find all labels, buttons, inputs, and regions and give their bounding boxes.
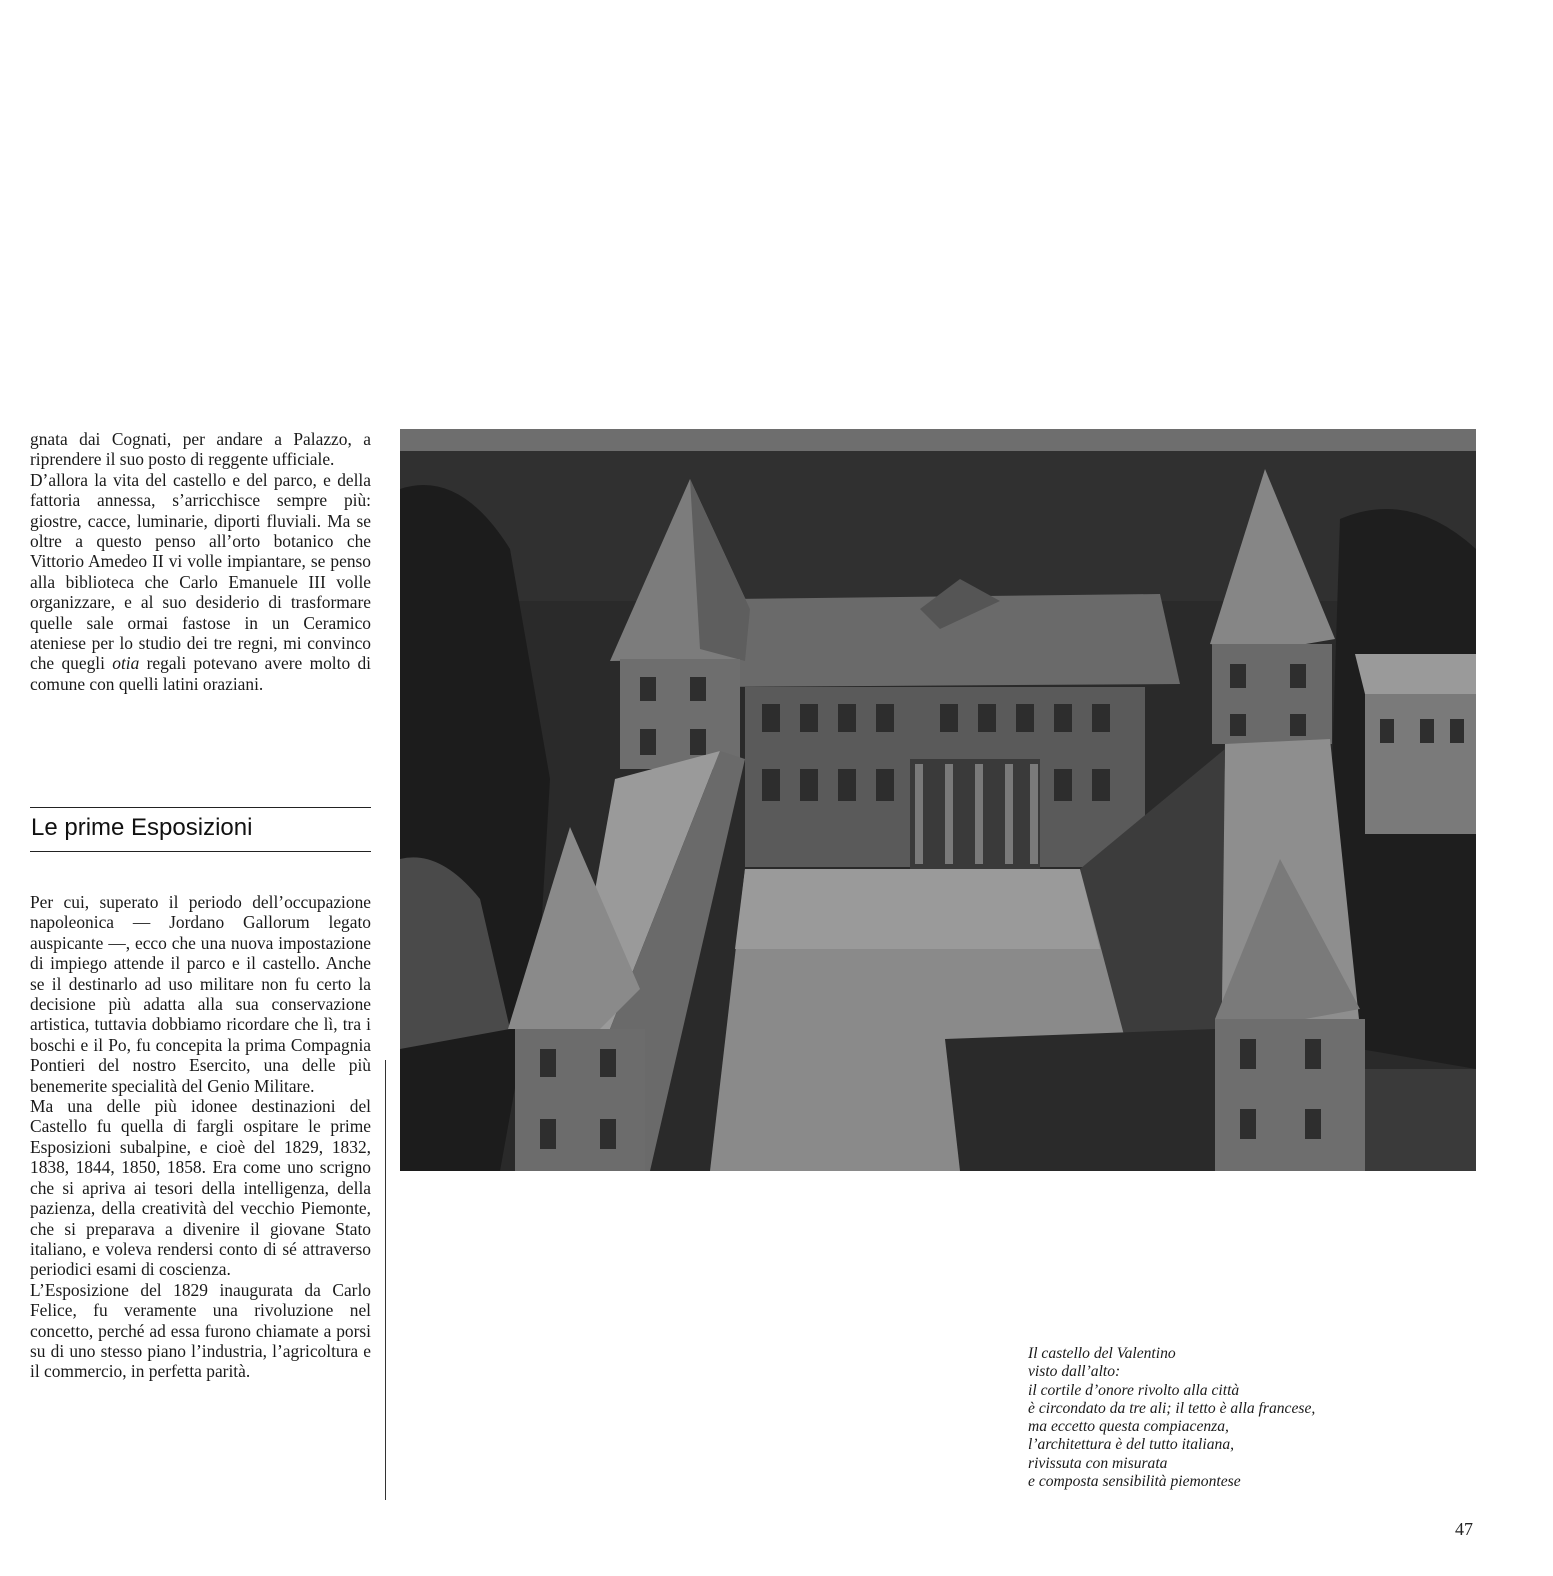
caption-line: e composta sensibilità piemontese bbox=[1028, 1473, 1241, 1491]
castle-aerial-photo bbox=[400, 429, 1476, 1171]
paragraph: Per cui, superato il periodo dell’occupazione napoleonica — Jordano Gallorum legato auspicante —, ecco che una nuova impostazione di impiego attende il parco e il castello. Anche se il destinarlo ad uso militare non fu certo la decisione più adatta alla sua conservazione artistica, tuttavia dobbiamo ricordare che lì, tra i boschi e il Po, fu concepita la prima Compagnia Pontieri del nostro Esercito, una delle più benemerite specialità del Genio Militare. bbox=[30, 892, 371, 1096]
paragraph: L’Esposizione del 1829 inaugurata da Carlo Felice, fu veramente una rivoluzione nel concetto, perché ad essa furono chiamate a porsi su di uno stesso piano l’industria, l’agricoltura e il commercio, in perfetta parità. bbox=[30, 1279, 371, 1382]
text-column-bottom bbox=[30, 892, 371, 1382]
column-divider bbox=[385, 1060, 386, 1500]
caption-line: ma eccetto questa compiacenza, bbox=[1028, 1418, 1229, 1436]
castle-illustration bbox=[400, 429, 1476, 1171]
paragraph: Ma una delle più idonee destinazioni del Castello fu quella di fargli ospitare le prime Esposizioni subalpine, e cioè del 1829, 1832, 1838, 1844, 1850, 1858. Era come uno scrigno che si apriva ai tesori della intelligenza, della pazienza, della creatività del vecchio Piemonte, che si preparava a divenire il giovane Stato italiano, e voleva rendersi conto di sé attraverso periodici esami di coscienza. bbox=[30, 1096, 371, 1280]
section-heading: Le prime Esposizioni bbox=[31, 814, 253, 841]
caption-line: il cortile d’onore rivolto alla città bbox=[1028, 1381, 1240, 1399]
italic-word: otia bbox=[112, 653, 140, 674]
caption-line: visto dall’alto: bbox=[1028, 1363, 1121, 1381]
paragraph: gnata dai Cognati, per andare a Palazzo, a riprendere il suo posto di reggente ufficiale. bbox=[30, 429, 371, 470]
caption-line: è circondato da tre ali; il tetto è alla francese, bbox=[1028, 1399, 1316, 1417]
paragraph-text: regali potevano avere molto di comune con quelli latini oraziani. bbox=[30, 653, 372, 694]
text-column-top bbox=[30, 429, 371, 694]
paragraph-text: D’allora la vita del castello e del parco, e della fattoria annessa, s’arricchisce sempre più: giostre, cacce, luminarie, diporti fluviali. Ma se oltre a questo penso all’orto botanico che Vittorio Amedeo II vi volle impiantare, se penso alla biblioteca che Carlo Emanuele III volle organizzare, e al suo desiderio di trasformare quelle sale ormai fastose in un Ceramico ateniese per lo studio dei tre regni, mi convinco che quegli bbox=[30, 469, 371, 674]
caption-line: Il castello del Valentino bbox=[1028, 1345, 1176, 1362]
caption-line: rivissuta con misurata bbox=[1028, 1454, 1168, 1472]
heading-rule-bottom bbox=[30, 851, 371, 852]
photo-caption bbox=[1028, 1345, 1315, 1491]
page-number: 47 bbox=[1455, 1519, 1473, 1539]
heading-rule-top bbox=[30, 807, 371, 808]
paragraph bbox=[30, 470, 371, 694]
caption-line: l’architettura è del tutto italiana, bbox=[1028, 1436, 1235, 1454]
